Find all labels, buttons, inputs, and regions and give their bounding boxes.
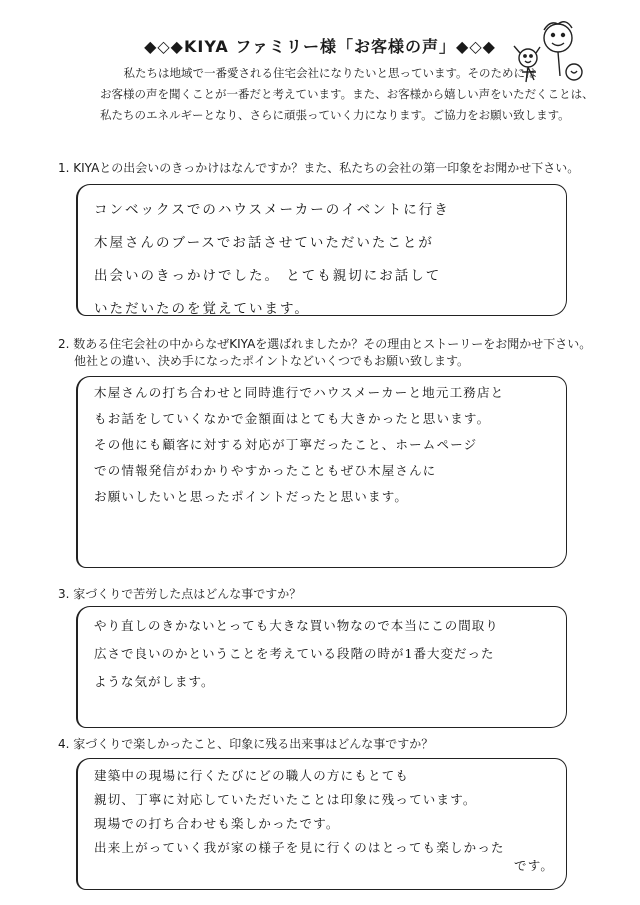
answer-line: 木屋さんのブースでお話させていただいたことが — [94, 235, 434, 251]
intro-line: 私たちは地域で一番愛される住宅会社になりたいと思っています。そのためには — [123, 66, 537, 80]
answer-4 — [94, 764, 564, 878]
answer-line: いただいたのを覚えています。 — [94, 301, 310, 317]
answer-3 — [94, 612, 564, 696]
question-2 — [58, 336, 598, 370]
question-3-text: 3. 家づくりで苦労した点はどんな事ですか？ — [58, 587, 302, 601]
answer-line: やり直しのきかないとっても大きな買い物なので本当にこの間取り — [94, 618, 499, 633]
page-title: ◆◇◆KIYA ファミリー様「お客様の声」◆◇◆ — [144, 37, 496, 56]
question-3 — [58, 586, 598, 603]
answer-line: 現場での打ち合わせも楽しかったです。 — [94, 816, 340, 831]
answer-line: です。 — [514, 858, 555, 873]
answer-1 — [94, 194, 564, 326]
answer-line: 建築中の現場に行くたびにどの職人の方にもとても — [94, 768, 410, 783]
answer-line: 木屋さんの打ち合わせと同時進行でハウスメーカーと地元工務店と — [94, 385, 505, 400]
answer-line: お願いしたいと思ったポイントだったと思います。 — [94, 489, 409, 504]
question-2-text: 他社との違い、決め手になったポイントなどいくつでもお願い致します。 — [74, 354, 470, 368]
question-2-text: 2. 数ある住宅会社の中からなぜKIYAを選ばれましたか？その理由とストーリーをお聞かせ下さい。 — [58, 337, 592, 351]
intro-line: 私たちのエネルギーとなり、さらに頑張っていく力になります。ご協力をお願い致します。 — [100, 108, 570, 122]
question-4-text: 4. 家づくりで楽しかったこと、印象に残る出来事はどんな事ですか？ — [58, 737, 434, 751]
intro-line: お客様の声を聞くことが一番だと考えています。また、お客様から嬉しい声をいただくことは、 — [100, 87, 594, 101]
answer-line: もお話をしていくなかで金額面はとても大きかったと思います。 — [94, 411, 491, 426]
answer-line: 広さで良いのかということを考えている段階の時が1番大変だった — [94, 646, 495, 661]
answer-line: コンベックスでのハウスメーカーのイベントに行き — [94, 202, 450, 218]
answer-line: 親切、丁寧に対応していただいたことは印象に残っています。 — [94, 792, 477, 807]
question-4 — [58, 736, 598, 753]
intro-text — [100, 63, 594, 126]
question-1-text: 1. KIYAとの出会いのきっかけはなんですか？また、私たちの会社の第一印象をお聞かせ下さい。 — [58, 161, 580, 175]
answer-line: 出来上がっていく我が家の様子を見に行くのはとっても楽しかった — [94, 840, 505, 855]
question-1 — [58, 160, 598, 177]
answer-line: その他にも顧客に対する対応が丁寧だったこと、ホームページ — [94, 437, 478, 452]
answer-line: 出会いのきっかけでした。 とても親切にお話して — [94, 268, 442, 284]
answer-line: ような気がします。 — [94, 674, 215, 689]
answer-2 — [94, 380, 564, 510]
answer-line: での情報発信がわかりやすかったこともぜひ木屋さんに — [94, 463, 437, 478]
